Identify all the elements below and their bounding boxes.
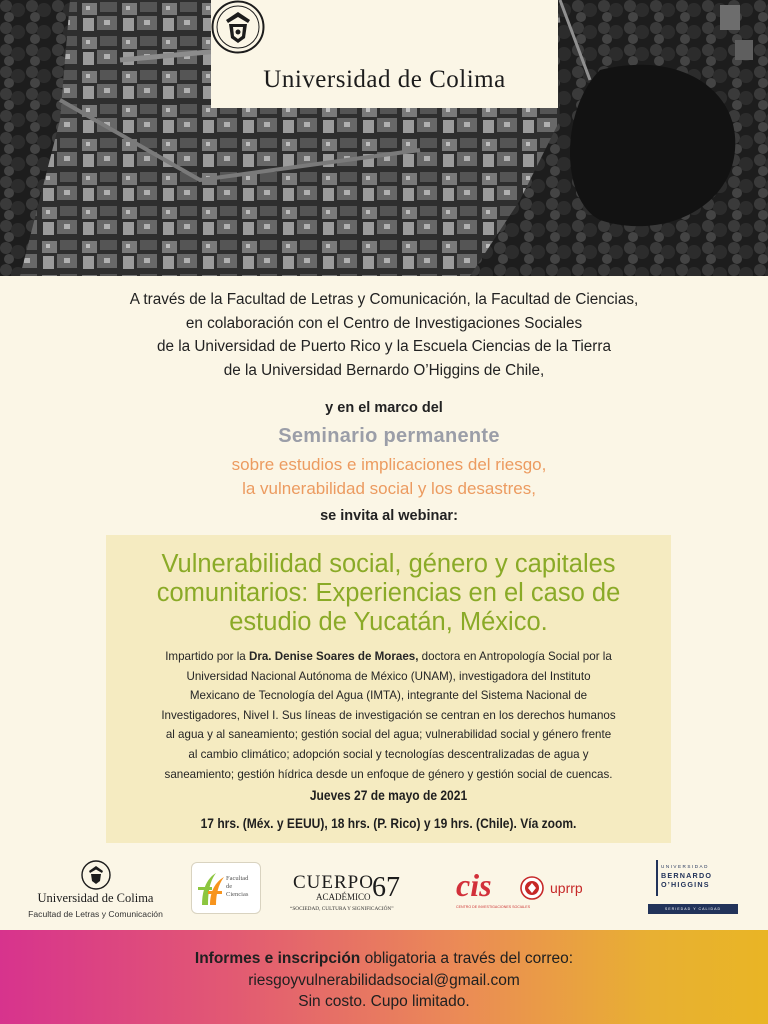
framework-text: y en el marco del bbox=[325, 400, 443, 416]
logo-boh-universidad: UNIVERSIDAD bbox=[661, 864, 709, 869]
logo-fc-line: Ciencias bbox=[226, 891, 249, 898]
registration-footer bbox=[0, 930, 768, 1024]
logo-cuerpo-academico bbox=[290, 872, 420, 916]
description-line: al agua y al saneamiento; gestión social del agua; vulnerabilidad social y género frente bbox=[165, 728, 612, 742]
logo-cis-word: cis bbox=[456, 867, 492, 903]
logo-facultad-ciencias bbox=[191, 862, 261, 914]
intro-line: de la Universidad Bernardo O’Higgins de Chile, bbox=[223, 361, 545, 379]
description-line: Mexicano de Tecnología del Agua (IMTA), integrante del Sistema Nacional de bbox=[189, 689, 588, 703]
logo-fc-line: de bbox=[226, 883, 233, 890]
seminar-subtitle bbox=[0, 453, 768, 501]
seminar-title: Seminario permanente bbox=[278, 425, 500, 447]
description-line: Universidad Nacional Autónoma de México (UNAM), investigadora del Instituto bbox=[186, 669, 591, 683]
logo-boh-motto: SERIEDAD Y CALIDAD bbox=[648, 904, 738, 914]
logo-upr bbox=[518, 876, 626, 900]
seminar-subtitle-line: sobre estudios e implicaciones del riesgo, bbox=[231, 455, 547, 474]
description-line: Investigadores, Nivel I. Sus líneas de investigación se centran en los derechos humanos bbox=[161, 708, 616, 722]
logo-universidad-colima bbox=[28, 860, 163, 918]
intro-line: en colaboración con el Centro de Investigaciones Sociales bbox=[185, 314, 583, 332]
speaker-name: Dra. Denise Soares de Moraes, bbox=[248, 650, 419, 663]
invite-text: se invita al webinar: bbox=[320, 508, 458, 524]
university-seal-small-icon bbox=[81, 860, 111, 890]
intro-line: A través de la Facultad de Letras y Comunicación, la Facultad de Ciencias, bbox=[129, 291, 639, 308]
logo-ca-number: 67 bbox=[372, 872, 400, 903]
university-seal-icon bbox=[211, 0, 265, 54]
speaker-description bbox=[124, 647, 653, 784]
contact-email[interactable]: riesgoyvulnerabilidadsocial@gmail.com bbox=[248, 972, 520, 989]
logo-ca-slogan: “SOCIEDAD, CULTURA Y SIGNIFICACIÓN” bbox=[290, 906, 394, 912]
logo-cis-small: CENTRO DE INVESTIGACIONES SOCIALES bbox=[456, 905, 531, 909]
description-prefix: Impartido por la bbox=[165, 650, 249, 663]
university-name: Universidad de Colima bbox=[263, 66, 506, 93]
ff-leaf-icon bbox=[196, 869, 226, 909]
webinar-title-line: estudio de Yucatán, México. bbox=[229, 608, 548, 636]
logo-fc-line: Facultad bbox=[226, 875, 249, 882]
registration-info bbox=[0, 950, 768, 968]
logo-upr-word: uprrp bbox=[550, 880, 583, 896]
intro-paragraph bbox=[0, 288, 768, 382]
logo-boh-ohiggins: O’HIGGINS bbox=[661, 880, 710, 889]
logo-fc-text bbox=[226, 875, 248, 899]
cost-note: Sin costo. Cupo limitado. bbox=[298, 993, 470, 1010]
description-line bbox=[124, 647, 653, 667]
logo-boh-bernardo: BERNARDO bbox=[661, 871, 713, 880]
logo-uc-name: Universidad de Colima bbox=[37, 891, 154, 905]
university-header-card bbox=[211, 0, 558, 108]
registration-info-bold: Informes e inscripción bbox=[194, 950, 361, 967]
logo-bernardo-ohiggins bbox=[648, 860, 738, 916]
intro-line: de la Universidad de Puerto Rico y la Escuela Ciencias de la Tierra bbox=[156, 338, 612, 355]
upr-seal-icon bbox=[518, 876, 626, 900]
webinar-date: Jueves 27 de mayo de 2021 bbox=[309, 787, 468, 803]
logo-uc-faculty: Facultad de Letras y Comunicación bbox=[28, 909, 163, 919]
webinar-title bbox=[106, 550, 671, 637]
description-line: al cambio climático; adopción social y tecnologías descentralizadas de agua y bbox=[188, 747, 589, 761]
logo-ca-academico: ACADÉMICO bbox=[316, 892, 371, 902]
description-line: saneamiento; gestión hídrica desde un enfoque de género y gestión social de cuencas. bbox=[164, 767, 613, 781]
aerial-city-photo bbox=[0, 0, 768, 276]
webinar-title-line: Vulnerabilidad social, género y capitales bbox=[161, 550, 616, 578]
description-text: doctora en Antropología Social por la bbox=[418, 650, 612, 663]
seminar-subtitle-line: la vulnerabilidad social y los desastres, bbox=[242, 479, 536, 498]
webinar-title-line: comunitarios: Experiencias en el caso de bbox=[156, 579, 621, 607]
webinar-hours: 17 hrs. (Méx. y EEUU), 18 hrs. (P. Rico) y 19 hrs. (Chile). Vía zoom. bbox=[200, 815, 577, 831]
logo-ca-cuerpo: CUERPO bbox=[293, 872, 374, 893]
logo-cis bbox=[456, 867, 531, 910]
registration-info-rest: obligatoria a través del correo: bbox=[360, 950, 574, 967]
webinar-box bbox=[106, 535, 671, 843]
